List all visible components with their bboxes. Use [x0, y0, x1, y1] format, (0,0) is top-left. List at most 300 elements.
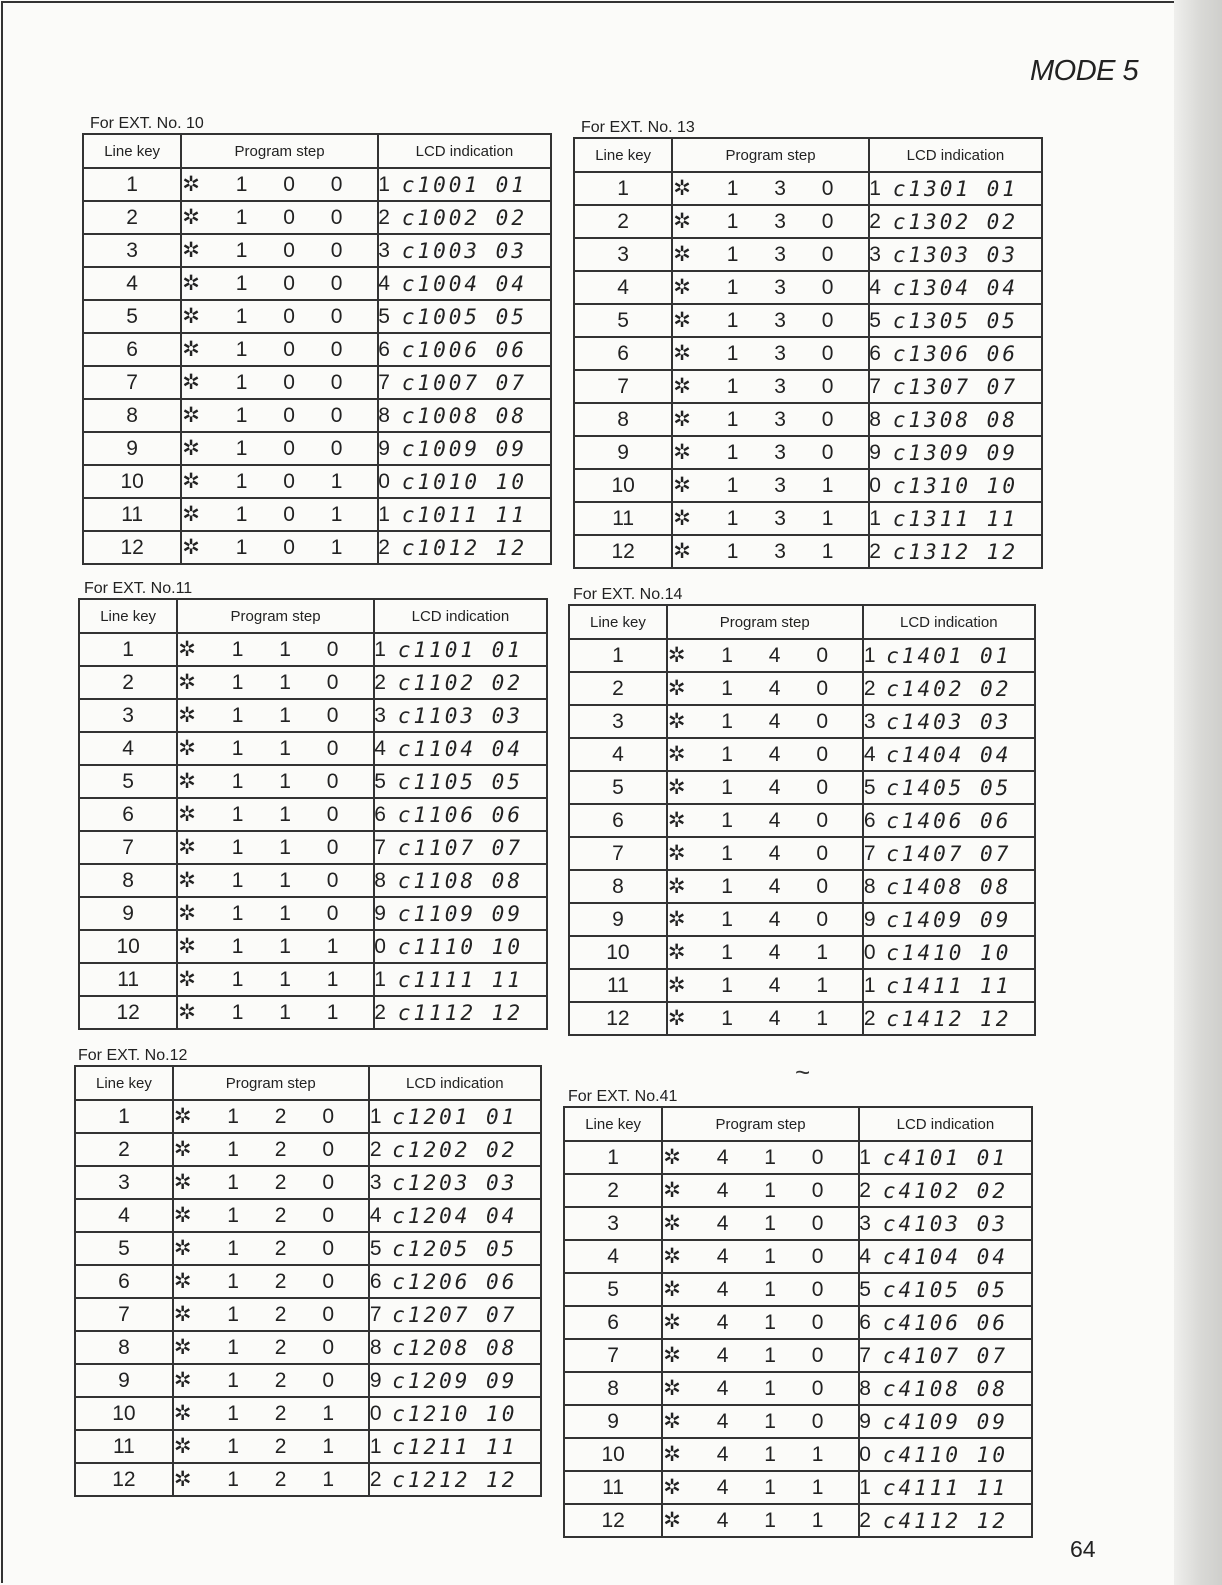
lcd-indication-cell: c1103 03	[374, 699, 547, 732]
program-step-text: ✲ 4 1 0 2	[663, 1178, 880, 1202]
program-step-text: ✲ 4 1 0 7	[663, 1343, 880, 1367]
program-step-header: Program step	[177, 599, 374, 633]
lcd-indication-cell: c1008 08	[378, 399, 551, 432]
program-step-text: ✲ 4 1 0 9	[663, 1409, 880, 1433]
line-key-cell: 12	[75, 1463, 173, 1496]
table-row	[83, 531, 551, 564]
table-row	[75, 1397, 541, 1430]
line-key-cell: 3	[79, 699, 177, 732]
line-key-cell: 1	[574, 172, 672, 205]
program-step-text: ✲ 1 2 1 2	[173, 1467, 391, 1491]
ext-10-table	[82, 133, 552, 565]
program-step-cell	[672, 304, 890, 337]
table-row	[574, 172, 1042, 205]
table-row	[75, 1265, 541, 1298]
table-row	[75, 1232, 541, 1265]
table-row	[83, 498, 551, 531]
line-key-cell: 3	[75, 1166, 173, 1199]
program-step-cell	[173, 1463, 391, 1496]
line-key-cell: 6	[564, 1306, 662, 1339]
table-row	[75, 1331, 541, 1364]
line-key-cell: 6	[79, 798, 177, 831]
lcd-indication-cell: c1201 01	[369, 1100, 541, 1133]
lcd-indication-cell: c1402 02	[863, 672, 1035, 705]
line-key-cell: 4	[79, 732, 177, 765]
lcd-indication-cell: c1406 06	[863, 804, 1035, 837]
lcd-indication-cell: c1205 05	[369, 1232, 541, 1265]
line-key-cell: 12	[574, 535, 672, 568]
program-step-text: ✲ 1 4 0 8	[667, 874, 885, 898]
program-step-text: ✲ 1 1 0 3	[178, 703, 395, 727]
table-row	[83, 432, 551, 465]
lcd-indication-cell: c1212 12	[369, 1463, 541, 1496]
lcd-indication-cell: c1208 08	[369, 1331, 541, 1364]
line-key-cell: 10	[75, 1397, 173, 1430]
line-key-cell: 12	[79, 996, 177, 1029]
header-row	[83, 134, 551, 168]
program-step-text: ✲ 1 3 0 4	[673, 275, 890, 299]
program-step-text: ✲ 1 4 1 0	[667, 940, 885, 964]
table-row	[569, 903, 1035, 936]
program-step-text: ✲ 4 1 0 8	[663, 1376, 880, 1400]
program-step-cell	[173, 1166, 391, 1199]
program-step-cell	[181, 201, 399, 234]
page-number: 64	[1070, 1536, 1096, 1562]
program-step-text: ✲ 1 2 0 3	[173, 1170, 391, 1194]
program-step-text: ✲ 4 1 0 1	[663, 1145, 880, 1169]
program-step-cell	[173, 1331, 391, 1364]
table-row	[75, 1166, 541, 1199]
line-key-cell: 1	[83, 168, 181, 201]
program-step-cell	[672, 502, 890, 535]
line-key-header: Line key	[75, 1066, 173, 1100]
lcd-indication-cell: c1007 07	[378, 366, 551, 399]
program-step-cell	[177, 666, 395, 699]
program-step-cell	[177, 765, 395, 798]
table-row	[83, 201, 551, 234]
table-row	[79, 897, 547, 930]
table-row	[83, 465, 551, 498]
lcd-indication-cell: c4112 12	[859, 1504, 1032, 1537]
lcd-indication-cell: c1408 08	[863, 870, 1035, 903]
program-step-text: ✲ 1 2 0 4	[173, 1203, 391, 1227]
table-row	[569, 1002, 1035, 1035]
ext-title: For EXT. No.14	[573, 586, 683, 603]
table-row	[79, 996, 547, 1029]
program-step-header: Program step	[181, 134, 378, 168]
program-step-text: ✲ 1 4 0 9	[667, 907, 885, 931]
table-row	[564, 1174, 1032, 1207]
line-key-cell: 9	[79, 897, 177, 930]
program-step-cell	[667, 771, 885, 804]
program-step-text: ✲ 1 1 0 8	[178, 868, 395, 892]
line-key-cell: 4	[564, 1240, 662, 1273]
lcd-indication-cell: c1304 04	[869, 271, 1042, 304]
program-step-text: ✲ 4 1 0 3	[663, 1211, 880, 1235]
program-step-cell	[181, 168, 399, 201]
ext-14-block	[568, 586, 1036, 1036]
program-step-cell	[173, 1265, 391, 1298]
program-step-cell	[177, 831, 395, 864]
program-step-cell	[181, 234, 399, 267]
program-step-cell	[672, 271, 890, 304]
lcd-indication-cell: c1001 01	[378, 168, 551, 201]
lcd-indication-cell: c1405 05	[863, 771, 1035, 804]
program-step-cell	[173, 1397, 391, 1430]
program-step-text: ✲ 1 4 0 7	[667, 841, 885, 865]
lcd-indication-cell: c1404 04	[863, 738, 1035, 771]
table-row	[574, 238, 1042, 271]
lcd-indication-cell: c4108 08	[859, 1372, 1032, 1405]
lcd-indication-cell: c4111 11	[859, 1471, 1032, 1504]
line-key-cell: 5	[79, 765, 177, 798]
line-key-header: Line key	[574, 138, 672, 172]
table-row	[564, 1207, 1032, 1240]
program-step-cell	[177, 963, 395, 996]
table-row	[564, 1372, 1032, 1405]
program-step-text: ✲ 4 1 0 5	[663, 1277, 880, 1301]
line-key-cell: 8	[83, 399, 181, 432]
lcd-indication-cell: c1410 10	[863, 936, 1035, 969]
lcd-indication-cell: c1010 10	[378, 465, 551, 498]
line-key-cell: 11	[75, 1430, 173, 1463]
line-key-cell: 11	[574, 502, 672, 535]
program-step-text: ✲ 1 1 1 2	[178, 1000, 395, 1024]
program-step-text: ✲ 1 3 0 3	[673, 242, 890, 266]
table-row	[569, 738, 1035, 771]
program-step-text: ✲ 1 0 0 6	[182, 337, 399, 361]
line-key-cell: 8	[79, 864, 177, 897]
program-step-text: ✲ 1 1 1 0	[178, 934, 395, 958]
ext-10-block	[82, 115, 552, 565]
line-key-header: Line key	[83, 134, 181, 168]
lcd-indication-cell: c1003 03	[378, 234, 551, 267]
program-step-cell	[672, 403, 890, 436]
lcd-indication-header: LCD indication	[369, 1066, 541, 1100]
line-key-cell: 8	[569, 870, 667, 903]
program-step-text: ✲ 1 3 1 1	[673, 506, 890, 530]
lcd-indication-cell: c1102 02	[374, 666, 547, 699]
ext-41-block	[563, 1088, 1033, 1538]
table-row	[569, 936, 1035, 969]
program-step-text: ✲ 1 2 0 9	[173, 1368, 391, 1392]
line-key-cell: 4	[569, 738, 667, 771]
table-row	[75, 1430, 541, 1463]
program-step-cell	[662, 1405, 880, 1438]
table-row	[574, 271, 1042, 304]
program-step-cell	[672, 535, 890, 568]
table-row	[569, 672, 1035, 705]
lcd-indication-cell: c4107 07	[859, 1339, 1032, 1372]
line-key-cell: 6	[83, 333, 181, 366]
line-key-cell: 11	[83, 498, 181, 531]
program-step-cell	[667, 639, 885, 672]
program-step-text: ✲ 1 3 1 2	[673, 539, 890, 563]
line-key-cell: 10	[574, 469, 672, 502]
table-row	[79, 732, 547, 765]
lcd-indication-cell: c1203 03	[369, 1166, 541, 1199]
line-key-cell: 11	[569, 969, 667, 1002]
lcd-indication-cell: c1204 04	[369, 1199, 541, 1232]
program-step-cell	[662, 1306, 880, 1339]
program-step-text: ✲ 1 2 0 1	[173, 1104, 391, 1128]
table-row	[83, 300, 551, 333]
lcd-indication-cell: c1403 03	[863, 705, 1035, 738]
table-row	[574, 205, 1042, 238]
table-row	[75, 1364, 541, 1397]
program-step-cell	[672, 205, 890, 238]
table-row	[79, 633, 547, 666]
program-step-text: ✲ 1 4 0 5	[667, 775, 885, 799]
program-step-text: ✲ 1 0 0 7	[182, 370, 399, 394]
line-key-cell: 1	[564, 1141, 662, 1174]
lcd-indication-cell: c1407 07	[863, 837, 1035, 870]
line-key-cell: 3	[574, 238, 672, 271]
line-key-cell: 3	[564, 1207, 662, 1240]
line-key-cell: 9	[83, 432, 181, 465]
line-key-cell: 2	[83, 201, 181, 234]
header-row	[574, 138, 1042, 172]
lcd-indication-header: LCD indication	[869, 138, 1042, 172]
line-key-cell: 2	[79, 666, 177, 699]
program-step-cell	[662, 1339, 880, 1372]
program-step-text: ✲ 4 1 1 0	[663, 1442, 880, 1466]
ext-title: For EXT. No. 10	[90, 115, 204, 132]
program-step-text: ✲ 1 0 0 5	[182, 304, 399, 328]
program-step-text: ✲ 1 0 0 9	[182, 436, 399, 460]
line-key-cell: 3	[83, 234, 181, 267]
program-step-cell	[667, 903, 885, 936]
line-key-cell: 2	[569, 672, 667, 705]
table-row	[79, 963, 547, 996]
line-key-cell: 7	[564, 1339, 662, 1372]
program-step-text: ✲ 1 3 0 7	[673, 374, 890, 398]
ext-13-block	[573, 119, 1043, 569]
lcd-indication-cell: c1303 03	[869, 238, 1042, 271]
line-key-cell: 5	[564, 1273, 662, 1306]
program-step-text: ✲ 4 1 0 4	[663, 1244, 880, 1268]
line-key-cell: 5	[83, 300, 181, 333]
program-step-cell	[181, 333, 399, 366]
program-step-cell	[181, 267, 399, 300]
lcd-indication-cell: c4109 09	[859, 1405, 1032, 1438]
program-step-cell	[667, 870, 885, 903]
program-step-text: ✲ 1 2 0 6	[173, 1269, 391, 1293]
lcd-indication-cell: c1004 04	[378, 267, 551, 300]
lcd-indication-cell: c4106 06	[859, 1306, 1032, 1339]
program-step-cell	[662, 1438, 880, 1471]
table-row	[569, 969, 1035, 1002]
lcd-indication-cell: c1312 12	[869, 535, 1042, 568]
program-step-cell	[177, 996, 395, 1029]
program-step-cell	[181, 300, 399, 333]
program-step-text: ✲ 1 2 1 0	[173, 1401, 391, 1425]
program-step-cell	[177, 864, 395, 897]
program-step-cell	[181, 465, 399, 498]
lcd-indication-cell: c4110 10	[859, 1438, 1032, 1471]
line-key-cell: 5	[574, 304, 672, 337]
line-key-header: Line key	[564, 1107, 662, 1141]
program-step-text: ✲ 1 4 0 2	[667, 676, 885, 700]
program-step-cell	[667, 969, 885, 1002]
line-key-cell: 5	[75, 1232, 173, 1265]
lcd-indication-header: LCD indication	[863, 605, 1035, 639]
program-step-cell	[181, 366, 399, 399]
lcd-indication-cell: c1206 06	[369, 1265, 541, 1298]
table-row	[79, 765, 547, 798]
lcd-indication-cell: c1412 12	[863, 1002, 1035, 1035]
program-step-text: ✲ 1 1 1 1	[178, 967, 395, 991]
line-key-cell: 10	[83, 465, 181, 498]
lcd-indication-cell: c1110 10	[374, 930, 547, 963]
table-row	[83, 366, 551, 399]
lcd-indication-cell: c1012 12	[378, 531, 551, 564]
line-key-cell: 1	[569, 639, 667, 672]
line-key-cell: 4	[83, 267, 181, 300]
lcd-indication-cell: c1106 06	[374, 798, 547, 831]
table-row	[564, 1504, 1032, 1537]
lcd-indication-cell: c1309 09	[869, 436, 1042, 469]
table-row	[75, 1199, 541, 1232]
program-step-cell	[672, 436, 890, 469]
program-step-text: ✲ 1 2 1 1	[173, 1434, 391, 1458]
table-row	[569, 804, 1035, 837]
line-key-cell: 1	[79, 633, 177, 666]
line-key-cell: 2	[75, 1133, 173, 1166]
ext-41-table	[563, 1106, 1033, 1538]
table-row	[569, 705, 1035, 738]
program-step-text: ✲ 1 1 0 6	[178, 802, 395, 826]
table-row	[83, 399, 551, 432]
table-row	[569, 771, 1035, 804]
program-step-cell	[672, 370, 890, 403]
table-row	[83, 267, 551, 300]
program-step-cell	[662, 1174, 880, 1207]
program-step-cell	[667, 705, 885, 738]
line-key-cell: 10	[569, 936, 667, 969]
lcd-indication-cell: c1401 01	[863, 639, 1035, 672]
program-step-text: ✲ 1 1 0 4	[178, 736, 395, 760]
program-step-cell	[181, 432, 399, 465]
line-key-cell: 8	[574, 403, 672, 436]
mode-title: MODE 5	[1030, 55, 1139, 87]
line-key-header: Line key	[569, 605, 667, 639]
line-key-cell: 10	[79, 930, 177, 963]
lcd-indication-cell: c1306 06	[869, 337, 1042, 370]
table-row	[75, 1100, 541, 1133]
table-row	[574, 436, 1042, 469]
program-step-text: ✲ 4 1 1 2	[663, 1508, 880, 1532]
ext-14-table	[568, 604, 1036, 1036]
table-row	[574, 469, 1042, 502]
table-row	[564, 1405, 1032, 1438]
lcd-indication-cell: c1112 12	[374, 996, 547, 1029]
line-key-cell: 7	[83, 366, 181, 399]
program-step-cell	[667, 672, 885, 705]
table-row	[564, 1141, 1032, 1174]
table-row	[574, 337, 1042, 370]
line-key-cell: 9	[569, 903, 667, 936]
ext-title: For EXT. No.12	[78, 1047, 188, 1064]
header-row	[569, 605, 1035, 639]
program-step-cell	[177, 633, 395, 666]
program-step-text: ✲ 1 2 0 5	[173, 1236, 391, 1260]
table-row	[574, 370, 1042, 403]
lcd-indication-cell: c1210 10	[369, 1397, 541, 1430]
lcd-indication-cell: c1002 02	[378, 201, 551, 234]
header-row	[79, 599, 547, 633]
line-key-cell: 12	[564, 1504, 662, 1537]
lcd-indication-cell: c4103 03	[859, 1207, 1032, 1240]
lcd-indication-cell: c1310 10	[869, 469, 1042, 502]
program-step-cell	[667, 936, 885, 969]
program-step-cell	[173, 1232, 391, 1265]
program-step-text: ✲ 1 0 0 1	[182, 172, 399, 196]
header-row	[75, 1066, 541, 1100]
lcd-indication-cell: c1207 07	[369, 1298, 541, 1331]
line-key-cell: 5	[569, 771, 667, 804]
program-step-text: ✲ 1 3 1 0	[673, 473, 890, 497]
lcd-indication-cell: c4102 02	[859, 1174, 1032, 1207]
ext-title: For EXT. No.11	[84, 580, 193, 597]
program-step-cell	[662, 1240, 880, 1273]
lcd-indication-cell: c1302 02	[869, 205, 1042, 238]
table-row	[79, 666, 547, 699]
program-step-cell	[662, 1207, 880, 1240]
program-step-text: ✲ 1 2 0 7	[173, 1302, 391, 1326]
ext-12-block	[74, 1047, 542, 1497]
lcd-indication-cell: c4105 05	[859, 1273, 1032, 1306]
ext-title: For EXT. No.41	[568, 1088, 678, 1105]
program-step-cell	[667, 804, 885, 837]
program-step-text: ✲ 1 1 0 2	[178, 670, 395, 694]
line-key-cell: 6	[569, 804, 667, 837]
program-step-cell	[667, 1002, 885, 1035]
program-step-text: ✲ 1 3 0 2	[673, 209, 890, 233]
table-row	[79, 864, 547, 897]
program-step-text: ✲ 1 4 0 1	[667, 643, 885, 667]
line-key-cell: 8	[75, 1331, 173, 1364]
program-step-cell	[667, 738, 885, 771]
lcd-indication-header: LCD indication	[374, 599, 547, 633]
line-key-cell: 6	[75, 1265, 173, 1298]
table-row	[569, 837, 1035, 870]
line-key-cell: 2	[564, 1174, 662, 1207]
program-step-cell	[181, 498, 399, 531]
table-row	[75, 1463, 541, 1496]
program-step-cell	[672, 238, 890, 271]
lcd-indication-cell: c1209 09	[369, 1364, 541, 1397]
program-step-cell	[173, 1364, 391, 1397]
ext-13-table	[573, 137, 1043, 569]
program-step-cell	[662, 1273, 880, 1306]
line-key-cell: 9	[75, 1364, 173, 1397]
program-step-cell	[662, 1372, 880, 1405]
program-step-cell	[177, 897, 395, 930]
line-key-header: Line key	[79, 599, 177, 633]
line-key-cell: 12	[569, 1002, 667, 1035]
program-step-text: ✲ 1 0 1 0	[182, 469, 399, 493]
lcd-indication-cell: c1107 07	[374, 831, 547, 864]
line-key-cell: 11	[564, 1471, 662, 1504]
program-step-cell	[662, 1504, 880, 1537]
line-key-cell: 1	[75, 1100, 173, 1133]
line-key-cell: 6	[574, 337, 672, 370]
line-key-cell: 12	[83, 531, 181, 564]
lcd-indication-header: LCD indication	[859, 1107, 1032, 1141]
program-step-text: ✲ 1 3 0 8	[673, 407, 890, 431]
line-key-cell: 2	[574, 205, 672, 238]
